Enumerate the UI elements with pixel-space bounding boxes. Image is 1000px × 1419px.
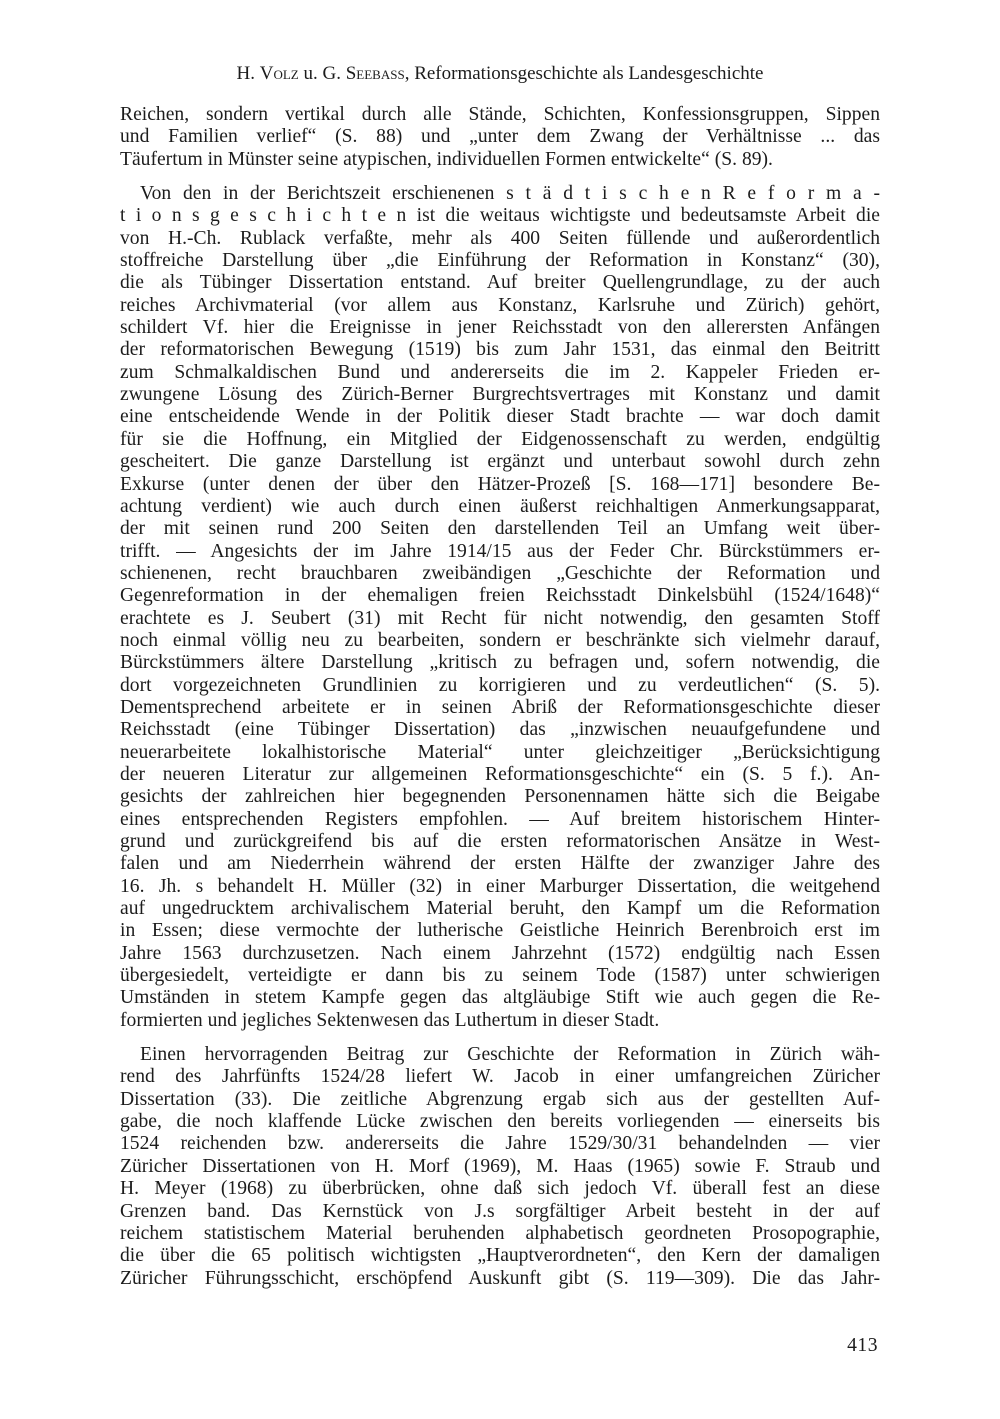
text-line: achtung verdient) wie auch durch einen äußerst reichhaltigen Anmerkungsapparat, [120, 495, 880, 517]
text-line: für sie die Hoffnung, ein Mitglied der Eidgenossenschaft zu werden, endgültig [120, 428, 880, 450]
paragraph-gap [120, 1032, 880, 1044]
text-line: auf ungedrucktem archivalischem Material beruht, den Kampf um die Reformation [120, 898, 880, 920]
text-line: zwungene Lösung des Zürich-Berner Burgrechtsvertrages mit Konstanz und damit [120, 384, 880, 406]
text-line: Dissertation (33). Die zeitliche Abgrenzung ergab sich aus der gestellten Auf- [120, 1088, 880, 1110]
text-line: reichem statistischem Material beruhenden alphabetisch geordneten Prosopographie, [120, 1222, 880, 1244]
text-line: Gegenreformation in der ehemaligen freien Reichsstadt Dinkelsbühl (1524/1648)“ [120, 585, 880, 607]
text-line: schildert Vf. hier die Ereignisse in jener Reichsstadt von den allerersten Anfängen [120, 317, 880, 339]
text-line: Züricher Führungsschicht, erschöpfend Auskunft gibt (S. 119—309). Die das Jahr- [120, 1267, 880, 1289]
text-line: Reichen, sondern vertikal durch alle Stände, Schichten, Konfessionsgruppen, Sippen [120, 104, 880, 125]
text-line: der reformatorischen Bewegung (1519) bis zum Jahr 1531, das einmal den Beitritt [120, 339, 880, 361]
text-line: Dementsprechend arbeitete er in seinen Abriß der Reformationsgeschichte dieser [120, 696, 880, 718]
text-line: Jahre 1563 durchzusetzen. Nach einem Jahrzehnt (1572) endgültig nach Essen [120, 942, 880, 964]
text-line: Züricher Dissertationen von H. Morf (1969), M. Haas (1965) sowie F. Straub und [120, 1155, 880, 1177]
text-line: übergesiedelt, verteidigte er dann bis zu seinem Tode (1587) unter schwierigen [120, 965, 880, 987]
text-line: H. Meyer (1968) zu überbrücken, ohne daß sich jedoch Vf. überall fest an diese [120, 1178, 880, 1200]
paragraph-gap [120, 171, 880, 183]
text-line: dort vorgezeichneten Grundlinien zu korrigieren und zu verdeutlichen“ (S. 5). [120, 674, 880, 696]
text-line: erachtete es J. Seubert (31) mit Recht für nicht notwendig, den gesamten Stoff [120, 607, 880, 629]
paragraph-2 [120, 183, 880, 1032]
author1-initial: H. [236, 63, 260, 84]
text-line: in Essen; diese vermochte der lutherische Geistliche Heinrich Berenbroich erst im [120, 920, 880, 942]
text-line: grund und zurückgreifend bis auf die ersten reformatorischen Ansätze in West- [120, 831, 880, 852]
text-line: rend des Jahrfünfts 1524/28 liefert W. Jacob in einer umfangreichen Züricher [120, 1066, 880, 1088]
text-line: Reichsstadt (eine Tübinger Dissertation) das „inzwischen neuaufgefundene und [120, 719, 880, 741]
text-line: eines entsprechenden Registers empfohlen. — Auf breitem historischem Hinter- [120, 808, 880, 830]
text-line: falen und am Niederrhein während der ersten Hälfte der zwanziger Jahre des [120, 853, 880, 875]
text-line: 1524 reichenden bzw. andererseits die Jahre 1529/30/31 behandelnden — vier [120, 1133, 880, 1155]
text-line: gesichts der zahlreichen hier begegnenden Personennamen hätte sich die Beigabe [120, 786, 880, 808]
text-line: die als Tübinger Dissertation entstand. Auf breiter Quellengrundlage, zu der auch [120, 272, 880, 294]
body-text [120, 104, 880, 1290]
paragraph-3 [120, 1044, 880, 1290]
text-line: von H.-Ch. Rublack verfaßte, mehr als 400 Seiten füllende und außerordentlich [120, 227, 880, 249]
text-line: Umständen in stetem Kampfe gegen das altgläubige Stift wie auch gegen die Re- [120, 987, 880, 1009]
text-line: Von den in der Berichtszeit erschienenen s t ä d t i s c h e n R e f o r m a - [140, 183, 880, 205]
text-line: formierten und jegliches Sektenwesen das Luthertum in dieser Stadt. [120, 1009, 660, 1031]
author1-name: Volz [259, 63, 299, 84]
text-line: zum Schmalkaldischen Bund und andererseits die im 2. Kappeler Frieden er- [120, 361, 880, 383]
text-line: gescheitert. Die ganze Darstellung ist ergänzt und unterbaut sowohl durch zehn [120, 451, 880, 473]
text-line: t i o n s g e s c h i c h t e n ist die weitaus wichtigste und bedeutsamste Arbeit die [120, 205, 880, 227]
text-line: eine entscheidende Wende in der Politik dieser Stadt brachte — war doch damit [120, 406, 880, 428]
text-line: schienenen, recht brauchbaren zweibändigen „Geschichte der Reformation und [120, 562, 880, 584]
text-line: stoffreiche Darstellung über „die Einführung der Reformation in Konstanz“ (30), [120, 250, 880, 272]
text-line: 16. Jh. s behandelt H. Müller (32) in einer Marburger Dissertation, die weitgehend [120, 875, 880, 897]
running-title: , Reformationsgeschichte als Landesgeschichte [404, 63, 764, 84]
running-head [120, 62, 880, 86]
text-line: Bürckstümmers ältere Darstellung „kritisch zu befragen und, sofern notwendig, die [120, 652, 880, 674]
text-line: reiches Archivmaterial (vor allem aus Konstanz, Karlsruhe und Zürich) gehört, [120, 294, 880, 316]
text-line: und Familien verlief“ (S. 88) und „unter dem Zwang der Verhältnisse ... das [120, 126, 880, 148]
text-line: der neueren Literatur zur allgemeinen Reformationsgeschichte“ ein (S. 5 f.). An- [120, 763, 880, 785]
page-number: 413 [847, 1335, 878, 1356]
author-connector: u. G. [298, 63, 346, 84]
text-line: Täufertum in Münster seine atypischen, individuellen Formen entwickelte“ (S. 89). [120, 148, 773, 170]
text-line: Exkurse (unter denen der über den Hätzer-Prozeß [S. 168—171] besondere Be- [120, 473, 880, 495]
author2-name: Seebass [345, 63, 405, 84]
text-line: trifft. — Angesichts der im Jahre 1914/15 aus der Feder Chr. Bürckstümmers er- [120, 540, 880, 562]
text-line: gabe, die noch klaffende Lücke zwischen den bereits vorliegenden — einerseits bis [120, 1111, 880, 1133]
text-line: der mit seinen rund 200 Seiten den darstellenden Teil an Umfang weit über- [120, 518, 880, 540]
text-line: die über die 65 politisch wichtigsten „Hauptverordneten“, den Kern der damaligen [120, 1245, 880, 1267]
paragraph-1 [120, 104, 880, 171]
text-line: Einen hervorragenden Beitrag zur Geschichte der Reformation in Zürich wäh- [140, 1044, 880, 1066]
text-line: neuerarbeitete lokalhistorische Material“ unter gleichzeitiger „Berücksichtigung [120, 741, 880, 763]
text-line: noch einmal völlig neu zu bearbeiten, sondern er beschränkte sich vielmehr darauf, [120, 629, 880, 651]
text-line: Grenzen band. Das Kernstück von J.s sorgfältiger Arbeit besteht in der auf [120, 1200, 880, 1222]
